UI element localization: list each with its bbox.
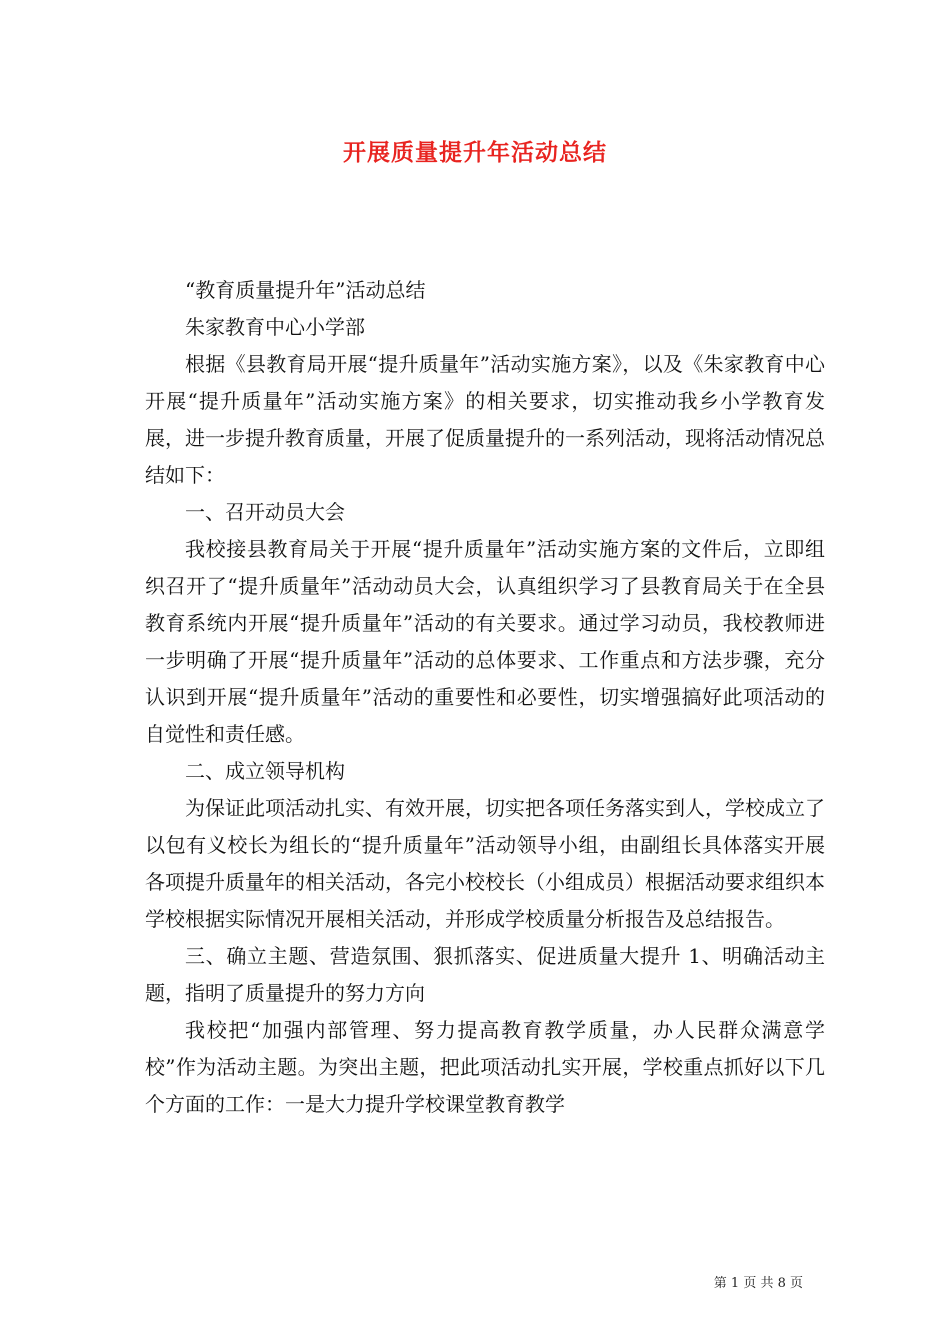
paragraph-section-3: 我校把“加强内部管理、努力提高教育教学质量，办人民群众满意学校”作为活动主题。为突出主题，把此项活动扎实开展，学校重点抓好以下几个方面的工作：一是大力提升学校课堂教育教学 (145, 1018, 825, 1116)
section-heading-2: 二、成立领导机构 (185, 759, 345, 783)
section-heading-1: 一、召开动员大会 (185, 500, 345, 524)
document-body (145, 272, 825, 1123)
paragraph-intro: 根据《县教育局开展“提升质量年”活动实施方案》，以及《朱家教育中心开展“提升质量年”活动实施方案》的相关要求，切实推动我乡小学教育发展，进一步提升教育质量，开展了促质量提升的一系列活动，现将活动情况总结如下： (145, 352, 825, 487)
page-indicator: 第 1 页 共 8 页 (713, 1276, 803, 1291)
paragraph-heading: “教育质量提升年”活动总结 (185, 278, 426, 302)
paragraph-section-1: 我校接县教育局关于开展“提升质量年”活动实施方案的文件后，立即组织召开了“提升质量年”活动动员大会，认真组织学习了县教育局关于在全县教育系统内开展“提升质量年”活动的有关要求。通过学习动员，我校教师进一步明确了开展“提升质量年”活动的总体要求、工作重点和方法步骤，充分认识到开展“提升质量年”活动的重要性和必要性，切实增强搞好此项活动的自觉性和责任感。 (145, 537, 825, 746)
section-heading-3: 三、确立主题、营造氛围、狠抓落实、促进质量大提升 1、明确活动主题，指明了质量提升的努力方向 (145, 944, 825, 1005)
document-title: 开展质量提升年活动总结 (343, 139, 607, 166)
paragraph-section-2: 为保证此项活动扎实、有效开展，切实把各项任务落实到人，学校成立了以包有义校长为组长的“提升质量年”活动领导小组，由副组长具体落实开展各项提升质量年的相关活动，各完小校校长（小组成员）根据活动要求组织本学校根据实际情况开展相关活动，并形成学校质量分析报告及总结报告。 (145, 796, 825, 931)
paragraph-author: 朱家教育中心小学部 (185, 315, 365, 339)
